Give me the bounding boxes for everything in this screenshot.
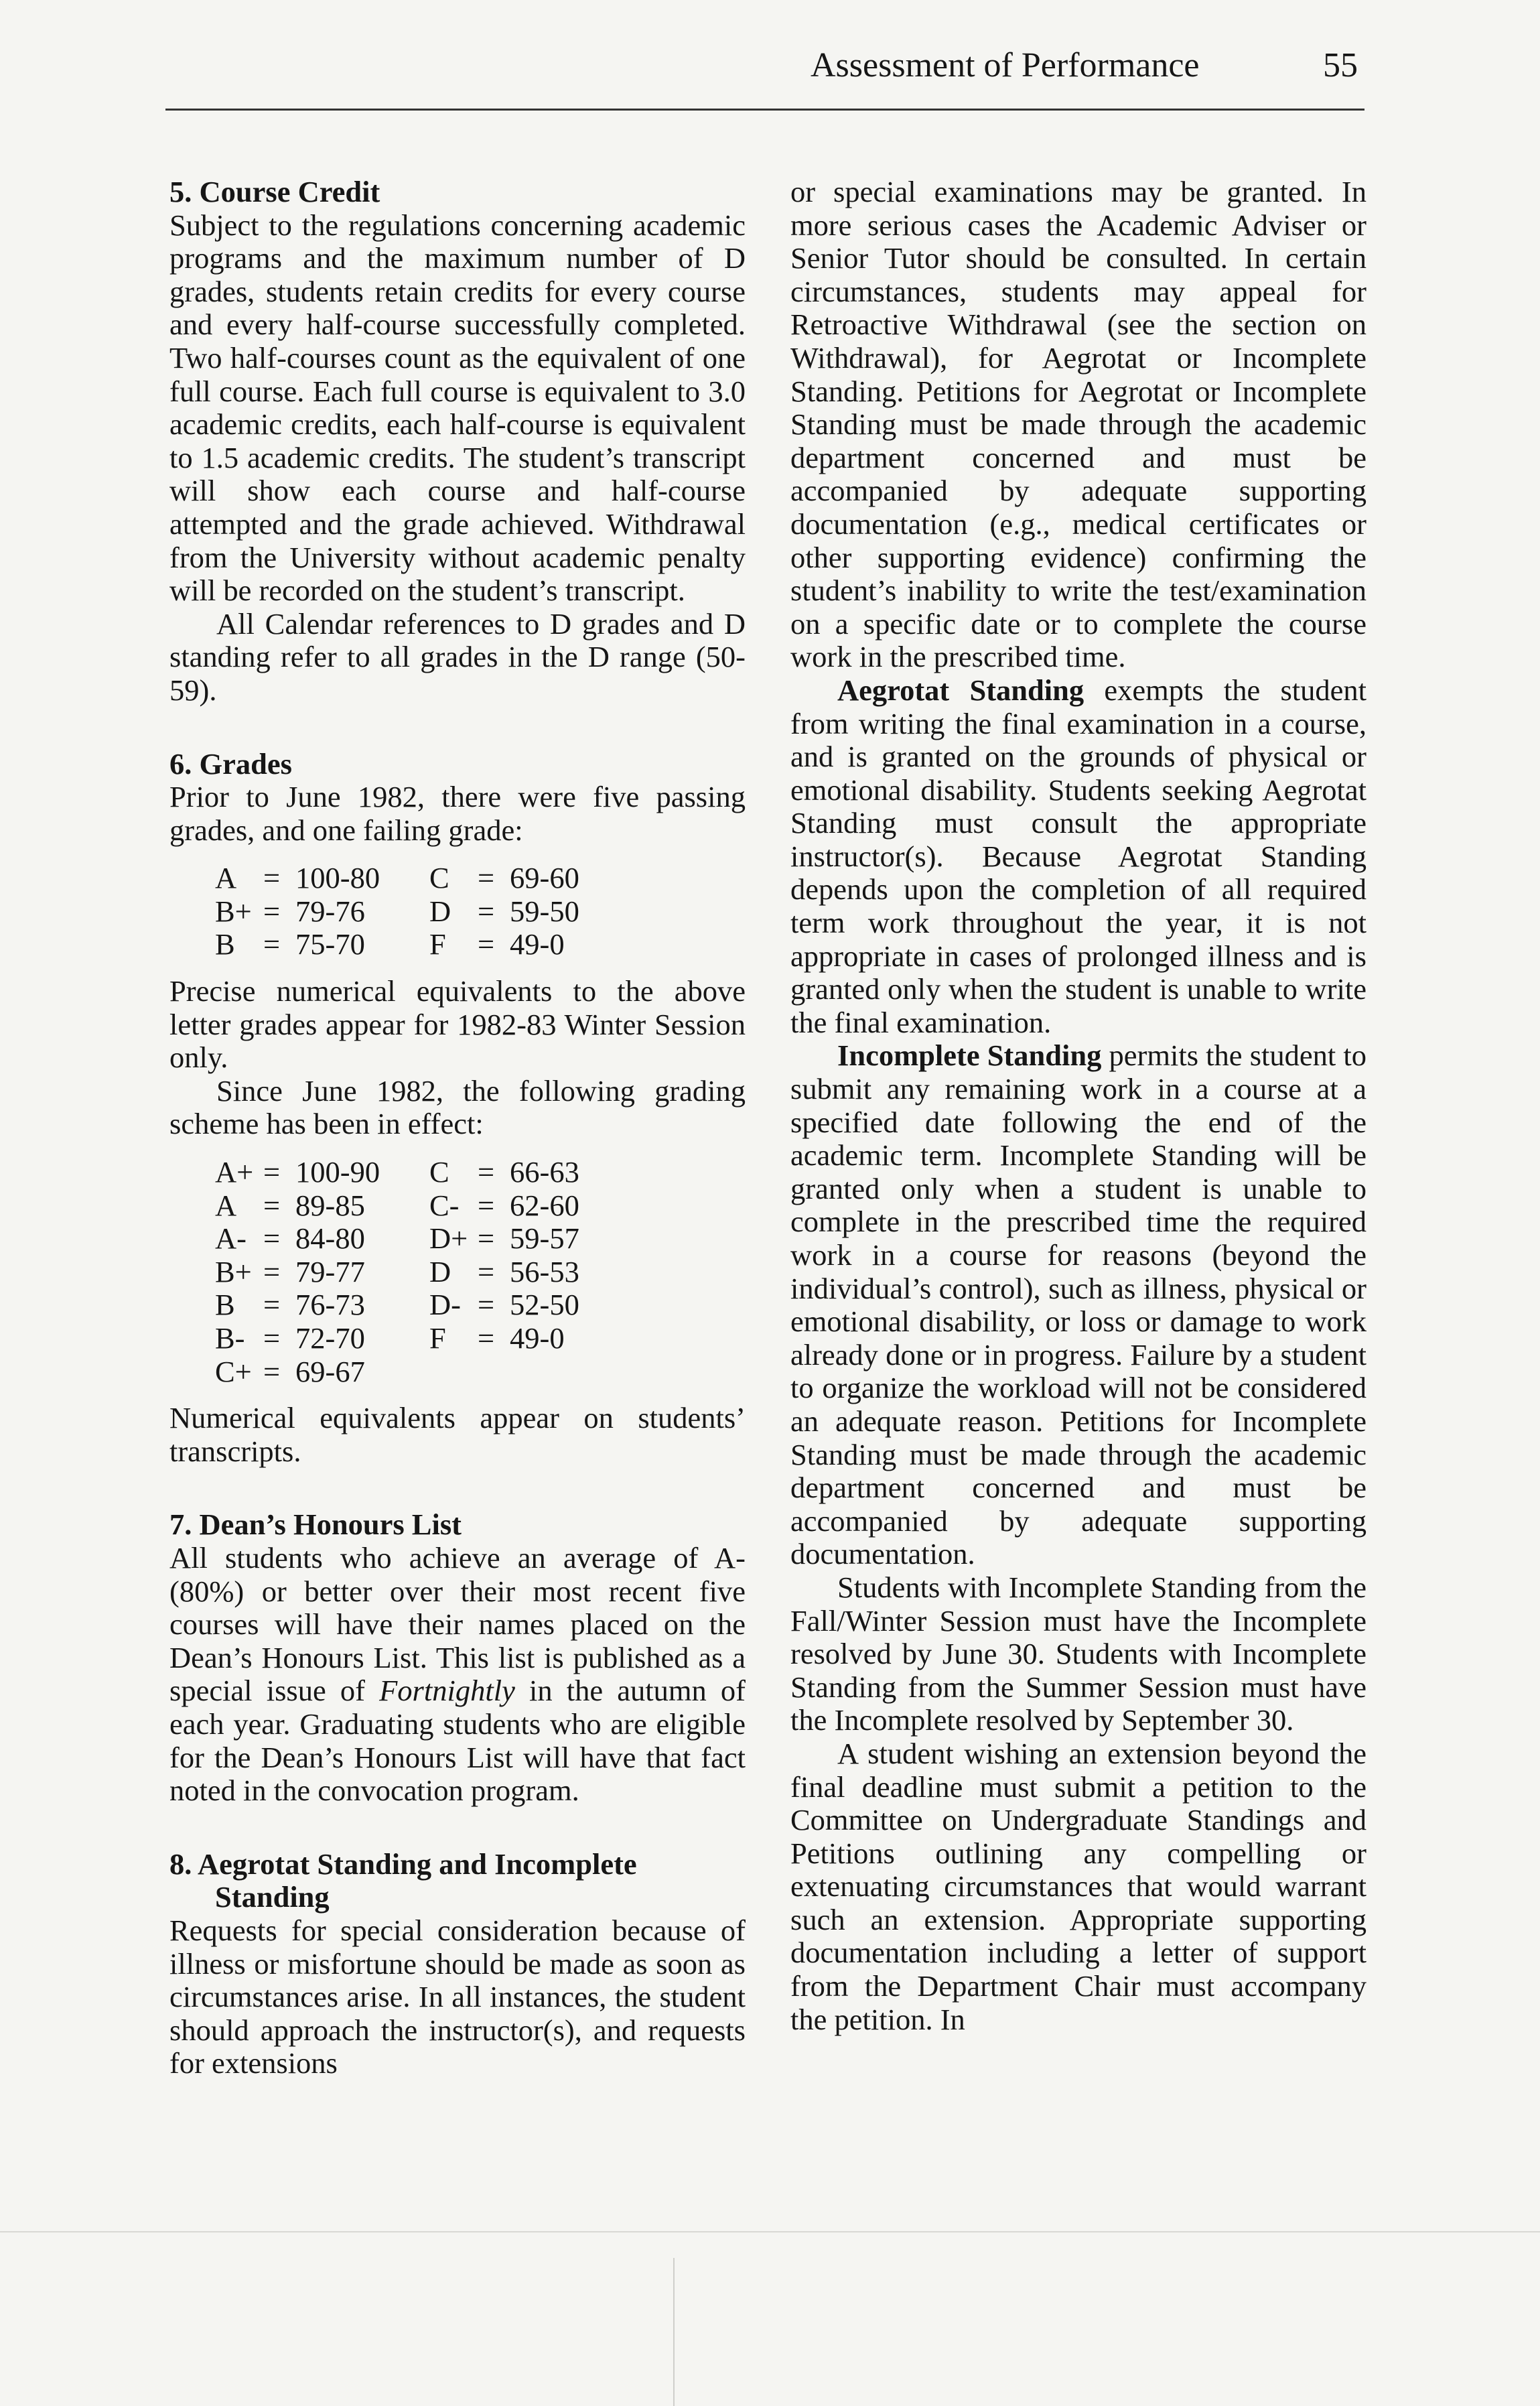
grade-cell: = bbox=[478, 1288, 495, 1322]
section-6-paragraph-2: Precise numerical equivalents to the above letter grades appear for 1982-83 Winter Session only. bbox=[169, 974, 746, 1075]
grade-cell: 100-90 bbox=[295, 1155, 380, 1189]
grade-cell: = bbox=[263, 1254, 281, 1288]
grade-cell: = bbox=[478, 861, 495, 895]
grade-cell: A bbox=[215, 1188, 237, 1222]
grade-cell: 100-80 bbox=[295, 861, 380, 895]
section-5-heading: 5. Course Credit bbox=[169, 175, 380, 208]
grade-cell: C- bbox=[429, 1188, 460, 1222]
grade-cell: A- bbox=[215, 1221, 247, 1256]
section-6-heading: 6. Grades bbox=[169, 746, 292, 781]
grade-cell: 76-73 bbox=[295, 1288, 365, 1322]
grade-cell: = bbox=[263, 894, 281, 928]
grade-cell: A+ bbox=[215, 1155, 254, 1189]
grade-cell: 75-70 bbox=[295, 927, 365, 961]
left-column bbox=[169, 176, 746, 2080]
grade-row bbox=[215, 895, 579, 929]
grades-table-pre-1982 bbox=[215, 862, 579, 961]
grade-cell: B+ bbox=[215, 1254, 252, 1288]
grade-cell: D+ bbox=[429, 1221, 468, 1256]
grade-cell: 59-57 bbox=[510, 1221, 579, 1256]
grade-cell: 52-50 bbox=[510, 1288, 579, 1322]
section-6-paragraph-3: Since June 1982, the following grading scheme has been in effect: bbox=[169, 1073, 746, 1141]
grade-cell: 69-60 bbox=[510, 861, 579, 895]
grade-cell: = bbox=[478, 1321, 495, 1355]
section-8-heading: 8. Aegrotat Standing and Incomplete Standing bbox=[169, 1847, 637, 1914]
fortnightly-title: Fortnightly bbox=[379, 1674, 515, 1708]
section-7-text-a: All students who achieve an average of A- (80%) or better over their most recent five courses will have their names placed on the Dean’s Honours List. This list is published as a special issue of bbox=[169, 1540, 746, 1708]
page-fold-line bbox=[673, 2258, 675, 2406]
grade-cell: = bbox=[263, 861, 281, 895]
incomplete-paragraph bbox=[790, 1039, 1367, 1571]
grade-cell: = bbox=[478, 1254, 495, 1288]
header-rule bbox=[165, 109, 1364, 111]
grade-cell: C+ bbox=[215, 1354, 252, 1388]
grade-cell: 66-63 bbox=[510, 1155, 579, 1189]
grade-cell: 79-76 bbox=[295, 894, 365, 928]
grade-cell bbox=[510, 1355, 579, 1389]
grade-cell: B- bbox=[215, 1321, 245, 1355]
grade-cell: D- bbox=[429, 1288, 461, 1322]
right-paragraph-5: A student wishing an extension beyond the final deadline must submit a petition to the Committee on Undergraduate Standings and Petitions outlining any compelling or extenuating circumstances that would warrant such an extension. Appropriate supporting documentation including a letter of support from the Department Chair must accompany the petition. In bbox=[790, 1736, 1367, 2036]
grades-table-since-1982 bbox=[215, 1156, 579, 1388]
grade-cell: = bbox=[263, 1155, 281, 1189]
grade-row bbox=[215, 1156, 579, 1189]
page-header bbox=[0, 0, 1540, 121]
section-7-paragraph-1 bbox=[169, 1542, 746, 1808]
aegrotat-paragraph bbox=[790, 674, 1367, 1040]
grade-cell: = bbox=[478, 894, 495, 928]
right-column bbox=[790, 176, 1367, 2036]
grade-cell: B bbox=[215, 927, 235, 961]
grade-cell: = bbox=[263, 927, 281, 961]
section-5-paragraph-2: All Calendar references to D grades and D standing refer to all grades in the D range (50-59). bbox=[169, 606, 746, 707]
grade-cell: D bbox=[429, 1254, 451, 1288]
grade-cell: B+ bbox=[215, 894, 252, 928]
grade-row bbox=[215, 1189, 579, 1223]
incomplete-term: Incomplete Standing bbox=[837, 1039, 1102, 1073]
grade-cell bbox=[478, 1355, 510, 1389]
grade-cell: = bbox=[263, 1188, 281, 1222]
grade-cell: 56-53 bbox=[510, 1254, 579, 1288]
grade-cell: 84-80 bbox=[295, 1221, 365, 1256]
grade-row bbox=[215, 1355, 579, 1389]
grade-row bbox=[215, 1256, 579, 1289]
grade-row bbox=[215, 862, 579, 895]
grade-cell: D bbox=[429, 894, 451, 928]
grade-cell: 79-77 bbox=[295, 1254, 365, 1288]
grade-cell: = bbox=[478, 1221, 495, 1256]
bottom-shadow-line bbox=[0, 2231, 1540, 2232]
grade-row bbox=[215, 1288, 579, 1322]
aegrotat-term: Aegrotat Standing bbox=[837, 673, 1084, 707]
grade-cell: C bbox=[429, 1155, 449, 1189]
grade-cell: = bbox=[263, 1288, 281, 1322]
section-5-paragraph-1: Subject to the regulations concerning academic programs and the maximum number of D grades, students retain credits for every course and every half-course successfully completed. Two half-courses count as the equivalent of one full course. Each full course is equivalent to 3.0 academic credits, each half-course is equivalent to 1.5 academic credits. The student’s transcript will show each course and half-course attempted and the grade achieved. Withdrawal from the University without academic penalty will be recorded on the student’s transcript. bbox=[169, 208, 746, 608]
aegrotat-text: exempts the student from writing the final examination in a course, and is granted on the grounds of physical or emotional disability. Students seeking Aegrotat Standing must consult the appropriate instructor(s). Because Aegrotat Standing depends upon the completion of all required term work throughout the year, it is not appropriate in cases of prolonged illness and is granted only when the student is unable to write the final examination. bbox=[790, 673, 1367, 1039]
section-8-paragraph-1: Requests for special consideration because of illness or misfortune should be made as soon as circumstances arise. In all instances, the student should approach the instructor(s), and requests for extensions bbox=[169, 1913, 746, 2080]
grade-cell: 49-0 bbox=[510, 1321, 565, 1355]
grade-cell: = bbox=[478, 1155, 495, 1189]
grade-row bbox=[215, 1222, 579, 1256]
grade-cell: 62-60 bbox=[510, 1188, 579, 1222]
running-head-title: Assessment of Performance bbox=[811, 46, 1200, 84]
grade-cell: = bbox=[263, 1321, 281, 1355]
section-6-paragraph-4: Numerical equivalents appear on students’ transcripts. bbox=[169, 1401, 746, 1468]
grade-cell bbox=[429, 1355, 478, 1389]
grade-row bbox=[215, 928, 579, 961]
grade-cell: 89-85 bbox=[295, 1188, 365, 1222]
right-paragraph-4: Students with Incomplete Standing from the Fall/Winter Session must have the Incomplete resolved by June 30. Students with Incomplete Standing from the Summer Session must have the Incomplete resolved by September 30. bbox=[790, 1570, 1367, 1737]
grade-cell: F bbox=[429, 1321, 446, 1355]
grade-cell: 59-50 bbox=[510, 894, 579, 928]
grade-cell: A bbox=[215, 861, 237, 895]
section-6-paragraph-1: Prior to June 1982, there were five passing grades, and one failing grade: bbox=[169, 780, 746, 847]
grade-cell: F bbox=[429, 927, 446, 961]
section-7-heading: 7. Dean’s Honours List bbox=[169, 1508, 462, 1542]
grade-cell: 49-0 bbox=[510, 927, 565, 961]
right-paragraph-1: or special examinations may be granted. In more serious cases the Academic Adviser or Senior Tutor should be consulted. In certain circumstances, students may appeal for Retroactive Withdrawal (see the section on Withdrawal), for Aegrotat or Incomplete Standing. Petitions for Aegrotat or Incomplete Standing must be made through the academic department concerned and must be accompanied by adequate supporting documentation (e.g., medical certificates or other supporting evidence) confirming the student’s inability to write the test/examination on a specific date or to complete the course work in the prescribed time. bbox=[790, 175, 1367, 674]
grade-cell: = bbox=[263, 1354, 281, 1388]
grade-cell: C bbox=[429, 861, 449, 895]
page-number: 55 bbox=[1323, 46, 1358, 84]
grade-cell: = bbox=[478, 927, 495, 961]
incomplete-text: permits the student to submit any remaining work in a course at a specified date following the end of the academic term. Incomplete Standing will be granted only when a student is unable to complete in the prescribed time the required work in a course for reasons (beyond the individual’s control), such as illness, physical or emotional disability, or loss or damage to work already done or in progress. Failure by a student to organize the workload will not be considered an adequate reason. Petitions for Incomplete Standing must be made through the academic department concerned and must be accompanied by adequate supporting documentation. bbox=[790, 1039, 1367, 1571]
grade-cell: = bbox=[478, 1188, 495, 1222]
grade-cell: B bbox=[215, 1288, 235, 1322]
grade-cell: = bbox=[263, 1221, 281, 1256]
grade-cell: 69-67 bbox=[295, 1354, 365, 1388]
grade-cell: 72-70 bbox=[295, 1321, 365, 1355]
section-7-text-b: in the autumn of each year. Graduating students who are eligible for the Dean’s Honours List will have that fact noted in the convocation program. bbox=[169, 1674, 746, 1808]
grade-row bbox=[215, 1322, 579, 1355]
